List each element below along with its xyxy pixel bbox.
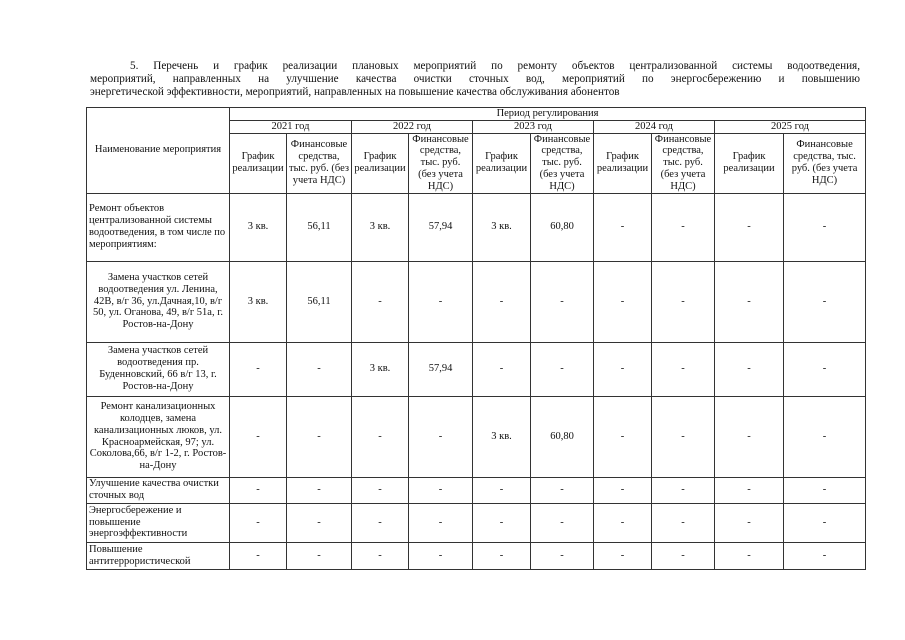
sub-header-schedule: График реализации xyxy=(473,133,531,193)
table-cell: - xyxy=(409,477,473,503)
table-row xyxy=(87,342,866,396)
table-cell: 60,80 xyxy=(531,396,594,477)
table-cell: - xyxy=(594,342,652,396)
row-name: Ремонт объектов централизованной системы водоотведения, в том числе по мероприятиям: xyxy=(87,193,230,261)
table-cell: 56,11 xyxy=(287,261,352,342)
table-row xyxy=(87,396,866,477)
table-cell: - xyxy=(230,342,287,396)
table-cell: - xyxy=(784,396,866,477)
table-cell: - xyxy=(230,503,287,542)
table-cell: - xyxy=(652,261,715,342)
table-cell: - xyxy=(409,542,473,569)
sub-header-schedule: График реализации xyxy=(352,133,409,193)
year-header: 2024 год xyxy=(594,120,715,133)
table-cell: - xyxy=(784,193,866,261)
table-cell: - xyxy=(784,503,866,542)
heading-line-1: 5. Перечень и график реализации плановых мероприятий по ремонту объектов централизованной системы водоотведения, xyxy=(130,60,860,72)
table-cell: - xyxy=(594,193,652,261)
table-cell: - xyxy=(352,261,409,342)
table-cell: - xyxy=(784,542,866,569)
table-cell: - xyxy=(531,503,594,542)
sub-header-finance: Финансовые средства, тыс. руб. (без учета НДС) xyxy=(287,133,352,193)
table-cell: - xyxy=(230,542,287,569)
table-cell: 3 кв. xyxy=(352,342,409,396)
heading-line-3: энергетической эффективности, мероприятий, направленных на повышение качества обслуживания абонентов xyxy=(90,86,620,98)
table-cell: - xyxy=(594,396,652,477)
table-cell: - xyxy=(352,503,409,542)
year-header: 2021 год xyxy=(230,120,352,133)
sub-header-finance: Финансовые средства, тыс. руб. (без учета НДС) xyxy=(531,133,594,193)
table-row xyxy=(87,477,866,503)
table-cell: 56,11 xyxy=(287,193,352,261)
table-cell: - xyxy=(594,503,652,542)
table-cell: - xyxy=(715,542,784,569)
table-cell: - xyxy=(652,477,715,503)
row-name: Ремонт канализационных колодцев, замена канализационных люков, ул. Красноармейская, 97; ул. Соколова,66, в/г 1-2, г. Ростов-на-Дону xyxy=(87,396,230,477)
table-cell: - xyxy=(715,396,784,477)
row-name: Замена участков сетей водоотведения ул. Ленина, 42В, в/г 36, ул.Дачная,10, в/г 50, ул. Оганова, 49, в/г 51а, г. Ростов-на-Дону xyxy=(87,261,230,342)
table-cell: - xyxy=(594,477,652,503)
heading-line-2: мероприятий, направленных на улучшение качества очистки сточных вод, мероприятий по энергосбережению и повышению xyxy=(90,73,860,85)
table-cell: - xyxy=(531,542,594,569)
table-cell: - xyxy=(531,261,594,342)
table-cell: - xyxy=(473,342,531,396)
table-cell: - xyxy=(652,542,715,569)
table-cell: 3 кв. xyxy=(230,193,287,261)
name-column-header: Наименование мероприятия xyxy=(87,108,230,194)
table-cell: - xyxy=(287,477,352,503)
table-cell: - xyxy=(784,477,866,503)
plan-table xyxy=(86,107,866,570)
table-cell: - xyxy=(473,542,531,569)
table-cell: - xyxy=(652,503,715,542)
sub-header-finance: Финансовые средства, тыс. руб. (без учета НДС) xyxy=(652,133,715,193)
table-row xyxy=(87,261,866,342)
table-cell: - xyxy=(531,342,594,396)
table-cell: - xyxy=(409,396,473,477)
table-cell: 3 кв. xyxy=(473,396,531,477)
table-cell: - xyxy=(473,477,531,503)
table-row xyxy=(87,542,866,569)
year-header: 2023 год xyxy=(473,120,594,133)
table-cell: - xyxy=(230,477,287,503)
year-header: 2022 год xyxy=(352,120,473,133)
table-cell: - xyxy=(473,503,531,542)
table-cell: - xyxy=(287,342,352,396)
table-cell: - xyxy=(715,342,784,396)
table-cell: - xyxy=(784,261,866,342)
row-name: Замена участков сетей водоотведения пр. Буденновский, 66 в/г 13, г. Ростов-на-Дону xyxy=(87,342,230,396)
table-cell: - xyxy=(652,193,715,261)
table-cell: - xyxy=(531,477,594,503)
sub-header-schedule: График реализации xyxy=(594,133,652,193)
table-cell: - xyxy=(715,503,784,542)
table-cell: - xyxy=(230,396,287,477)
sub-header-finance: Финансовые средства, тыс. руб. (без учета НДС) xyxy=(784,133,866,193)
table-cell: - xyxy=(473,261,531,342)
sub-header-schedule: График реализации xyxy=(715,133,784,193)
table-row xyxy=(87,193,866,261)
table-cell: - xyxy=(287,542,352,569)
table-cell: - xyxy=(715,477,784,503)
table-cell: - xyxy=(409,503,473,542)
table-cell: - xyxy=(784,342,866,396)
period-header: Период регулирования xyxy=(230,108,866,121)
table-cell: - xyxy=(594,542,652,569)
table-cell: - xyxy=(287,503,352,542)
table-cell: 57,94 xyxy=(409,193,473,261)
row-name: Улучшение качества очистки сточных вод xyxy=(87,477,230,503)
table-cell: 3 кв. xyxy=(352,193,409,261)
table-cell: - xyxy=(352,542,409,569)
table-cell: 60,80 xyxy=(531,193,594,261)
table-cell: - xyxy=(715,193,784,261)
table-cell: 57,94 xyxy=(409,342,473,396)
row-name: Энергосбережение и повышение энергоэффективности xyxy=(87,503,230,542)
table-cell: - xyxy=(352,396,409,477)
table-cell: - xyxy=(409,261,473,342)
table-cell: - xyxy=(715,261,784,342)
table-cell: 3 кв. xyxy=(230,261,287,342)
table-row xyxy=(87,503,866,542)
row-name: Повышение антитеррористической xyxy=(87,542,230,569)
sub-header-finance: Финансовые средства, тыс. руб. (без учета НДС) xyxy=(409,133,473,193)
table-cell: 3 кв. xyxy=(473,193,531,261)
table-cell: - xyxy=(352,477,409,503)
year-header: 2025 год xyxy=(715,120,866,133)
table-cell: - xyxy=(652,342,715,396)
section-heading xyxy=(90,60,860,99)
table-cell: - xyxy=(652,396,715,477)
table-cell: - xyxy=(594,261,652,342)
table-cell: - xyxy=(287,396,352,477)
sub-header-schedule: График реализации xyxy=(230,133,287,193)
